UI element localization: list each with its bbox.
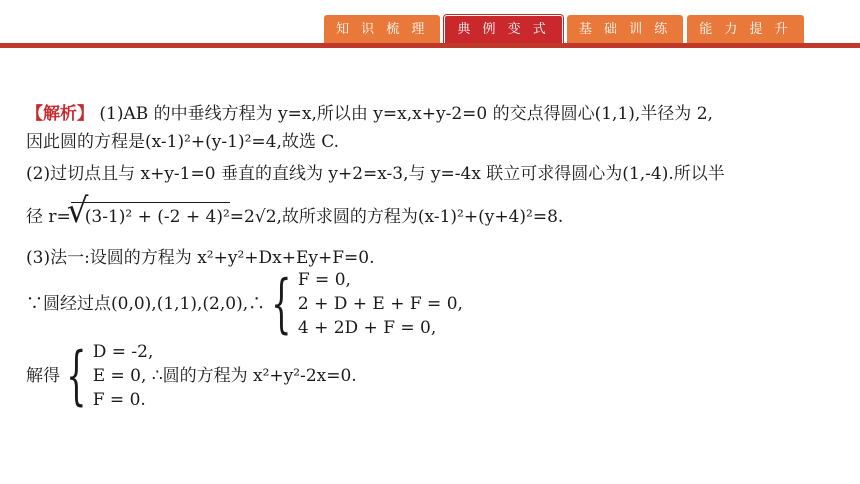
radius-prefix: 径 r= — [26, 207, 71, 227]
system-1-eq-2: 2 + D + E + F = 0, — [297, 294, 463, 314]
radius-result: =2√2,故所求圆的方程为(x-1)²+(y+4)²=8. — [229, 207, 564, 227]
system-1-eq-3: 4 + 2D + F = 0, — [297, 318, 437, 338]
tab-basic-training[interactable]: 基 础 训 练 — [567, 15, 683, 45]
solution-line-1 — [26, 100, 713, 128]
solution-line-2: 因此圆的方程是(x-1)²+(y-1)²=4,故选 C. — [26, 132, 340, 152]
tab-bar — [324, 15, 804, 45]
tab-examples[interactable]: 典 例 变 式 — [444, 15, 562, 45]
solution-line-4 — [26, 202, 563, 231]
solution-line-5: (3)法一:设圆的方程为 x²+y²+Dx+Ey+F=0. — [26, 248, 375, 268]
tab-knowledge-review[interactable]: 知 识 梳 理 — [324, 15, 440, 45]
radius-sqrt — [71, 202, 230, 231]
system-1-eq-1: F = 0, — [297, 270, 351, 290]
system-2-eq-1: D = -2, — [92, 342, 154, 362]
solution-part1-text: (1)AB 的中垂线方程为 y=x,所以由 y=x,x+y-2=0 的交点得圆心(1,1),半径为 2, — [94, 104, 713, 124]
solution-line-3: (2)过切点且与 x+y-1=0 垂直的直线为 y+2=x-3,与 y=-4x 联立可求得圆心为(1,-4).所以半 — [26, 164, 725, 184]
system-2-eq-2-row — [93, 364, 357, 388]
system-2-eq-2: E = 0, — [92, 366, 147, 386]
system-2-eq-3: F = 0. — [92, 390, 146, 410]
system-two-prefix: 解得 — [26, 366, 60, 386]
brace-icon: { — [66, 339, 87, 413]
equation-system-1 — [298, 268, 463, 340]
radius-radicand: (3-1)² + (-2 + 4)² — [84, 207, 230, 227]
solution-label: 【解析】 — [26, 104, 94, 124]
system-2-conclusion: ∴圆的方程为 x²+y²-2x=0. — [151, 366, 357, 386]
equation-system-2 — [93, 340, 357, 412]
system-one-line — [26, 268, 463, 340]
system-one-prefix: ∵圆经过点(0,0),(1,1),(2,0),∴ — [26, 294, 266, 314]
top-navigation — [0, 0, 860, 52]
header-rule — [0, 43, 860, 48]
tab-ability-improvement[interactable]: 能 力 提 升 — [687, 15, 803, 45]
brace-icon: { — [271, 267, 292, 341]
system-two-line — [26, 340, 357, 412]
